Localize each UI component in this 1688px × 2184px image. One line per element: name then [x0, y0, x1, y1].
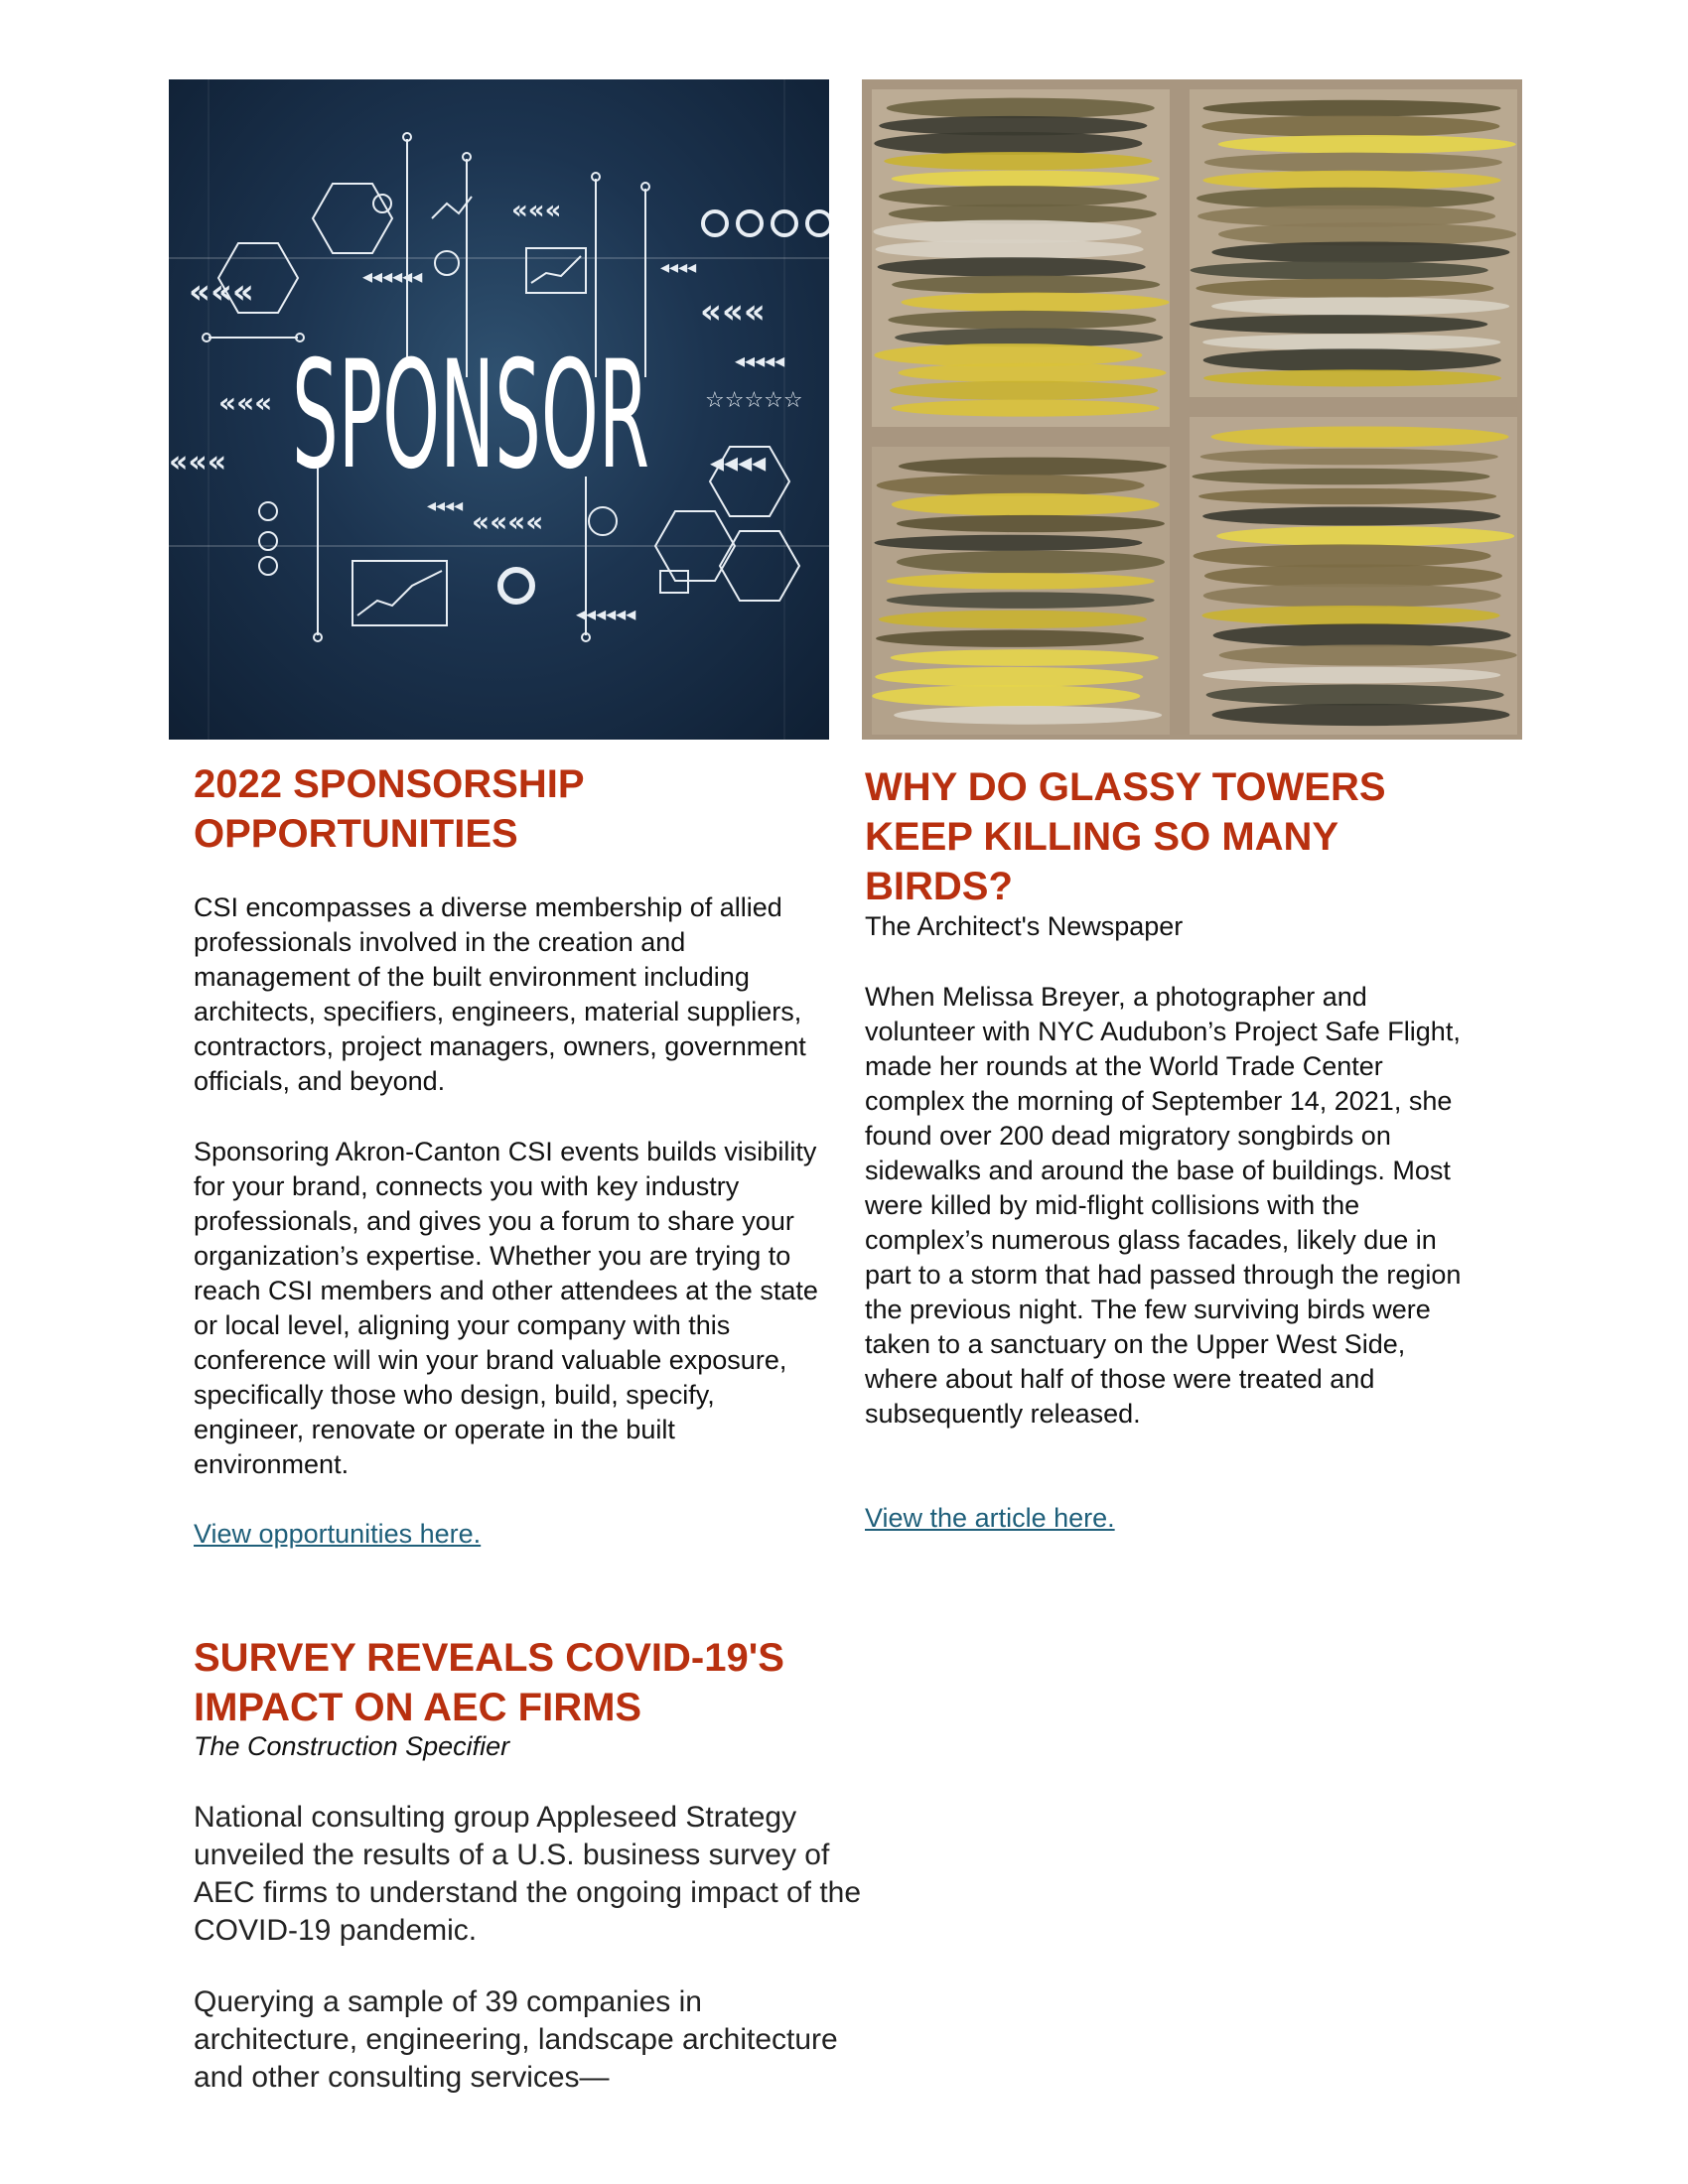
sponsorship-paragraph-2: Sponsoring Akron-Canton CSI events builds visibility for your brand, connects you with key industry professionals, and gives you a forum to share your organization’s expertise. Whether you are trying to reach CSI members and other attendees at the state or local level, aligning your company with this conference will win your brand valuable exposure, specifically those who design, build, specify, engineer, renovate or operate in the built environment. [194, 1137, 818, 1479]
bird-shape [887, 98, 1155, 118]
bird-shape [1196, 279, 1493, 298]
bird-shape [879, 611, 1147, 628]
dead-birds-photo [862, 79, 1522, 740]
bird-shape [1198, 488, 1496, 504]
svg-text:«««: ««« [189, 272, 254, 312]
svg-text:◂◂◂◂: ◂◂◂◂ [427, 495, 464, 516]
bird-shape [1203, 369, 1501, 386]
bird-shape [899, 458, 1167, 476]
bird-shape [874, 535, 1142, 551]
bird-shape [1211, 426, 1509, 447]
bird-shape [876, 239, 1144, 259]
bird-shape [1218, 135, 1516, 154]
source-construction-specifier: The Construction Specifier [194, 1731, 510, 1761]
svg-text:◂◂◂◂: ◂◂◂◂ [710, 446, 767, 478]
bird-shape [890, 381, 1158, 400]
bird-shape [1219, 644, 1517, 665]
circuit-graphic [169, 79, 829, 740]
bird-shape [878, 257, 1146, 276]
covid-survey-paragraph-1: National consulting group Appleseed Strategy unveiled the results of a U.S. business survey of AEC firms to understand the ongoing impact of the COVID-19 pandemic. [194, 1801, 862, 1947]
bird-shape [1212, 704, 1510, 726]
headline-covid-survey: SURVEY REVEALS COVID-19'S IMPACT ON AEC FIRMS [194, 1636, 784, 1729]
bird-shape [887, 592, 1155, 609]
bird-shape [1206, 684, 1504, 705]
svg-text:««««: «««« [472, 505, 544, 538]
bird-shape [1203, 584, 1501, 608]
bird-shape [879, 186, 1147, 206]
bird-shape [1203, 171, 1501, 191]
bird-shape [1192, 469, 1489, 485]
sponsor-banner-image [169, 79, 829, 740]
bird-shape [892, 171, 1160, 188]
svg-text:☆☆☆☆☆: ☆☆☆☆☆ [705, 388, 803, 413]
bird-shape [888, 311, 1156, 330]
bird-shape [1200, 449, 1498, 466]
svg-text:«««: ««« [218, 386, 273, 419]
bird-shape [894, 706, 1162, 725]
headline-glassy-towers: WHY DO GLASSY TOWERS KEEP KILLING SO MANY BIRDS? [865, 765, 1386, 908]
bird-shape [1201, 115, 1499, 136]
bird-shape [874, 132, 1142, 155]
bird-shape [1203, 100, 1501, 117]
view-article-link[interactable]: View the article here. [865, 1503, 1115, 1533]
svg-text:◂◂◂◂◂◂: ◂◂◂◂◂◂ [576, 602, 636, 625]
bird-shape [1201, 606, 1499, 625]
covid-survey-paragraph-2: Querying a sample of 39 companies in architecture, engineering, landscape architecture and other consulting services— [194, 1985, 838, 2094]
svg-text:◂◂◂◂: ◂◂◂◂ [660, 257, 697, 278]
svg-text:◂◂◂◂◂: ◂◂◂◂◂ [735, 348, 785, 372]
svg-text:«««: ««« [169, 445, 227, 479]
bird-shape [1190, 315, 1487, 334]
birds-graphic [862, 79, 1522, 740]
glassy-towers-paragraph: When Melissa Breyer, a photographer and volunteer with NYC Audubon’s Project Safe Flight, made her rounds at the World Trade Center complex the morning of September 14, 2021, she found over 200 dead migratory songbirds on sidewalks and around the base of buildings. Most were killed by mid-flight collisions with the complex’s numerous glass facades, likely due in part to a storm that had passed through the region the previous night. The few surviving birds were taken to a sanctuary on the Upper West Side, where about half of those were treated and subsequently released. [865, 982, 1462, 1429]
bird-shape [1216, 526, 1514, 546]
bird-shape [876, 630, 1144, 647]
svg-text:◂◂◂◂◂◂: ◂◂◂◂◂◂ [362, 264, 423, 288]
bird-shape [887, 573, 1155, 589]
bird-shape [892, 276, 1160, 294]
sponsor-word: SPONSOR [292, 330, 649, 502]
bird-shape [1202, 506, 1500, 525]
view-opportunities-link[interactable]: View opportunities here. [194, 1519, 482, 1549]
bird-shape [1203, 348, 1501, 371]
svg-text:«««: ««« [700, 292, 766, 332]
source-architects-newspaper: The Architect's Newspaper [865, 911, 1184, 941]
bird-shape [897, 551, 1165, 574]
bird-shape [877, 475, 1145, 496]
svg-text:«««: ««« [511, 196, 562, 225]
bird-shape [892, 493, 1160, 516]
bird-shape [897, 515, 1165, 532]
bird-shape [902, 293, 1170, 313]
headline-sponsorship: 2022 SPONSORSHIP OPPORTUNITIES [194, 762, 584, 856]
bird-shape [1194, 544, 1491, 567]
bird-shape [1202, 667, 1500, 684]
bird-shape [1191, 261, 1488, 280]
bird-shape [1213, 623, 1511, 646]
bird-shape [1202, 334, 1500, 350]
bird-shape [899, 363, 1167, 383]
bird-shape [1211, 297, 1509, 315]
bird-shape [891, 649, 1159, 666]
bird-shape [1204, 153, 1502, 173]
bird-shape [875, 667, 1143, 687]
bird-shape [872, 685, 1140, 707]
bird-shape [892, 400, 1160, 417]
sponsorship-paragraph-1: CSI encompasses a diverse membership of allied professionals involved in the creation and management of the built environment including architects, specifiers, engineers, material suppliers, contractors, project managers, owners, government officials, and beyond. [194, 892, 806, 1096]
bird-shape [1211, 242, 1509, 263]
bird-shape [884, 152, 1152, 170]
